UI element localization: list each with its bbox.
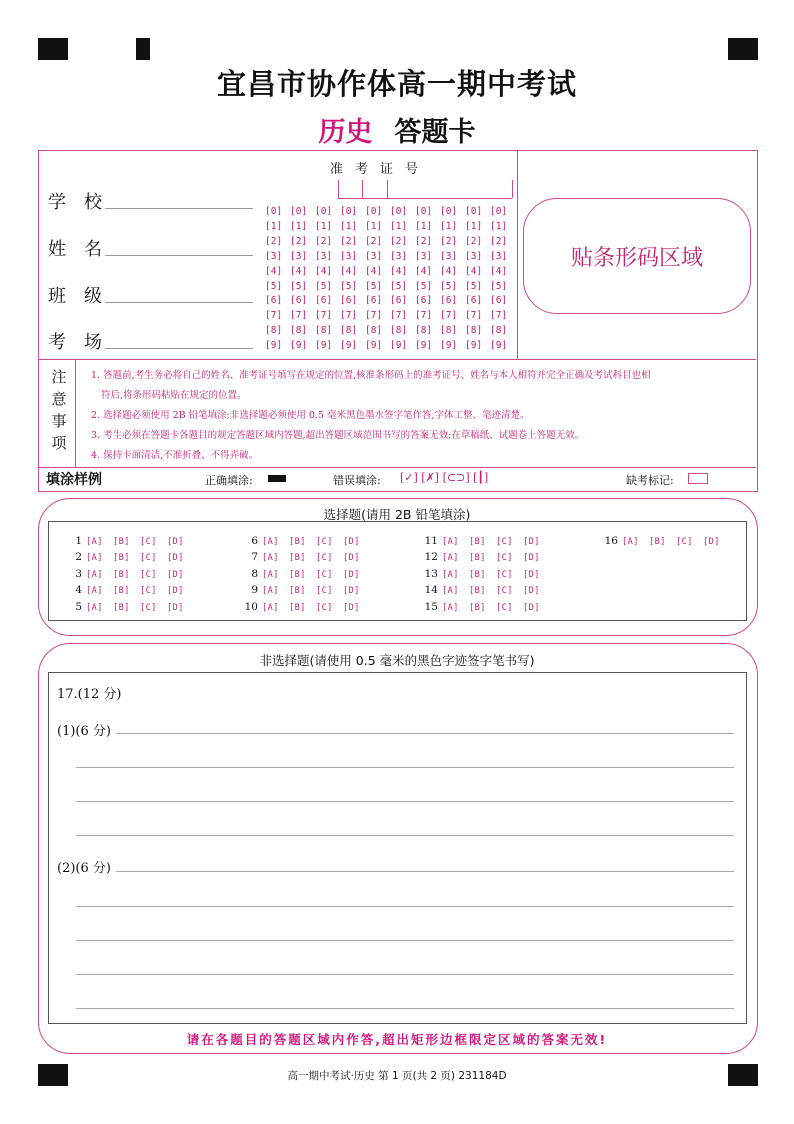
digit-bubble[interactable]: [9]	[340, 340, 358, 352]
choice-bubble[interactable]: [B]	[113, 553, 130, 564]
divider	[517, 151, 518, 359]
choice-bubble[interactable]: [D]	[343, 602, 360, 613]
choice-bubble[interactable]: [B]	[289, 569, 306, 580]
digit-bubble[interactable]: [6]	[340, 295, 358, 307]
digit-bubble[interactable]: [2]	[440, 235, 458, 247]
digit-bubble[interactable]: [8]	[340, 325, 358, 337]
digit-bubble[interactable]: [6]	[465, 295, 483, 307]
answer-line	[76, 835, 734, 836]
digit-bubble[interactable]: [5]	[490, 280, 508, 292]
digit-bubble[interactable]: [8]	[265, 325, 283, 337]
digit-bubble[interactable]: [5]	[465, 280, 483, 292]
choice-bubble[interactable]: [B]	[649, 537, 666, 547]
question-number: 16	[604, 535, 618, 547]
digit-bubble[interactable]: [2]	[290, 235, 308, 247]
choice-bubble[interactable]: [B]	[113, 602, 130, 613]
digit-bubble[interactable]: [0]	[415, 206, 433, 217]
digit-bubble[interactable]: [0]	[340, 206, 358, 217]
notice-item: 1. 答题前,考生务必将自己的姓名、准考证号填写在规定的位置,核准条形码上的准考证号、姓名与本人相符并完全正确及考试科目也相	[91, 370, 651, 381]
digit-bubble[interactable]: [7]	[265, 310, 283, 322]
choice-question	[416, 567, 550, 583]
digit-bubble[interactable]: [6]	[290, 295, 308, 307]
question-number: 11	[424, 535, 438, 547]
choice-bubble[interactable]: [A]	[442, 602, 459, 613]
digit-bubble[interactable]: [6]	[490, 295, 508, 307]
choice-bubble[interactable]: [C]	[316, 537, 333, 547]
digit-col-divider	[512, 180, 513, 198]
choice-question	[416, 583, 550, 599]
digit-row	[265, 235, 515, 250]
digit-bubble[interactable]: [2]	[365, 235, 383, 247]
digit-bubble[interactable]: [9]	[490, 340, 508, 352]
choice-column	[596, 534, 730, 550]
digit-bubble[interactable]: [0]	[490, 206, 508, 217]
choice-bubble[interactable]: [C]	[496, 553, 513, 564]
answer-line	[76, 974, 734, 975]
correct-fill-label: 正确填涂:	[205, 474, 253, 487]
digit-bubble[interactable]: [2]	[390, 235, 408, 247]
digit-bubble[interactable]: [4]	[340, 265, 358, 277]
choice-bubble[interactable]: [D]	[167, 569, 184, 580]
choice-bubble[interactable]: [B]	[289, 602, 306, 613]
digit-bubble[interactable]: [7]	[390, 310, 408, 322]
choice-bubble[interactable]: [D]	[343, 586, 360, 597]
digit-bubble[interactable]: [5]	[390, 280, 408, 292]
choice-bubble[interactable]: [C]	[140, 537, 157, 547]
choice-bubble[interactable]: [B]	[289, 537, 306, 547]
digit-bubble[interactable]: [5]	[290, 280, 308, 292]
choice-bubble[interactable]: [C]	[140, 586, 157, 597]
choice-bubble[interactable]: [C]	[676, 537, 693, 547]
page-title: 宜昌市协作体高一期中考试	[216, 67, 577, 101]
choice-bubble[interactable]: [A]	[86, 569, 103, 580]
digit-bubble[interactable]: [6]	[440, 295, 458, 307]
choice-bubble[interactable]: [C]	[316, 586, 333, 597]
part-2-label: (2)(6 分)	[57, 861, 111, 876]
correct-fill-mark	[268, 475, 286, 482]
digit-bubble[interactable]: [8]	[290, 325, 308, 337]
choice-bubble[interactable]: [A]	[262, 553, 279, 564]
digit-col-divider	[387, 180, 388, 198]
question-number: 1	[75, 535, 82, 547]
question-number: 12	[424, 551, 438, 564]
choice-bubble[interactable]: [C]	[496, 602, 513, 613]
choice-bubble[interactable]: [D]	[343, 553, 360, 564]
choice-bubble[interactable]: [A]	[442, 553, 459, 564]
card-name: 答题卡	[394, 117, 476, 148]
choice-question	[416, 550, 550, 566]
choice-column	[236, 534, 370, 616]
digit-bubble[interactable]: [5]	[265, 280, 283, 292]
school-label: 学校	[48, 192, 120, 213]
choice-bubble[interactable]: [B]	[469, 537, 486, 547]
digit-bubble[interactable]: [6]	[415, 295, 433, 307]
digit-bubble[interactable]: [1]	[315, 220, 333, 232]
digit-bubble[interactable]: [0]	[265, 206, 283, 217]
digit-bubble[interactable]: [7]	[365, 310, 383, 322]
choice-title: 选择题(请用 2B 铅笔填涂)	[323, 507, 471, 522]
absent-label: 缺考标记:	[626, 474, 674, 487]
choice-bubble[interactable]: [C]	[140, 569, 157, 580]
choice-bubble[interactable]: [D]	[343, 537, 360, 547]
digit-bubble[interactable]: [4]	[365, 265, 383, 277]
digit-bubble[interactable]: [4]	[290, 265, 308, 277]
notice-item: 2. 选择题必须使用 2B 铅笔填涂;非选择题必须使用 0.5 毫米黑色墨水签字笔作答,字体工整、笔迹清楚。	[91, 410, 530, 421]
digit-bubble[interactable]: [2]	[265, 235, 283, 247]
digit-bubble[interactable]: [9]	[465, 340, 483, 352]
choice-question	[416, 534, 550, 550]
digit-bubble[interactable]: [0]	[315, 206, 333, 217]
notice-label-char: 注	[51, 368, 67, 386]
choice-bubble[interactable]: [A]	[86, 553, 103, 564]
divider	[39, 359, 756, 360]
choice-bubble[interactable]: [D]	[703, 537, 720, 547]
choice-bubble[interactable]: [B]	[113, 569, 130, 580]
question-number: 4	[75, 584, 82, 597]
digit-bubble[interactable]: [7]	[290, 310, 308, 322]
question-number: 2	[75, 551, 82, 564]
digit-row	[265, 265, 515, 280]
digit-bubble[interactable]: [1]	[415, 220, 433, 232]
choice-question	[236, 600, 370, 616]
wrong-fill-label: 错误填涂:	[333, 474, 381, 487]
digit-bubble[interactable]: [7]	[340, 310, 358, 322]
digit-bubble[interactable]: [9]	[365, 340, 383, 352]
digit-row	[265, 339, 515, 354]
wrong-fill-marks: [✓] [✗] [⊂⊃] [┃]	[400, 471, 489, 484]
choice-question	[60, 583, 194, 599]
digit-bubble[interactable]: [7]	[415, 310, 433, 322]
digit-bubble[interactable]: [3]	[365, 250, 383, 262]
barcode-area	[523, 198, 751, 314]
digit-bubble[interactable]: [6]	[390, 295, 408, 307]
choice-bubble[interactable]: [D]	[167, 602, 184, 613]
choice-bubble[interactable]: [B]	[469, 553, 486, 564]
choice-bubble[interactable]: [B]	[289, 586, 306, 597]
choice-bubble[interactable]: [C]	[316, 569, 333, 580]
question-number: 13	[424, 567, 438, 580]
choice-bubble[interactable]: [D]	[167, 537, 184, 547]
digit-bubble[interactable]: [5]	[365, 280, 383, 292]
digit-row	[265, 280, 515, 295]
choice-question	[596, 534, 730, 550]
choice-bubble[interactable]: [A]	[262, 602, 279, 613]
digit-bubble[interactable]: [9]	[440, 340, 458, 352]
open-title: 非选择题(请使用 0.5 毫米的黑色字迹签字笔书写)	[259, 653, 535, 668]
digit-bubble[interactable]: [1]	[365, 220, 383, 232]
digit-bubble[interactable]: [1]	[465, 220, 483, 232]
choice-bubble[interactable]: [D]	[343, 569, 360, 580]
answer-line	[76, 801, 734, 802]
digit-bubble[interactable]: [2]	[490, 235, 508, 247]
class-label: 班级	[48, 286, 120, 307]
digit-row	[265, 294, 515, 309]
digit-bubble[interactable]: [0]	[365, 206, 383, 217]
absent-checkbox[interactable]	[688, 473, 708, 484]
question-number: 15	[424, 600, 438, 613]
digit-bubble[interactable]: [8]	[490, 325, 508, 337]
digit-bubble[interactable]: [9]	[415, 340, 433, 352]
digit-bubble[interactable]: [3]	[415, 250, 433, 262]
choice-bubble[interactable]: [B]	[289, 553, 306, 564]
choice-question	[60, 567, 194, 583]
room-field[interactable]	[105, 332, 253, 349]
digit-bubble[interactable]: [2]	[340, 235, 358, 247]
registration-mark-top-right	[728, 38, 758, 60]
choice-bubble[interactable]: [D]	[523, 537, 540, 547]
digit-bubble[interactable]: [4]	[265, 265, 283, 277]
choice-bubble[interactable]: [A]	[442, 537, 459, 547]
divider	[75, 360, 76, 467]
digit-row	[265, 205, 515, 220]
choice-question	[60, 534, 194, 550]
choice-bubble[interactable]: [C]	[140, 602, 157, 613]
choice-bubble[interactable]: [A]	[262, 586, 279, 597]
choice-column	[416, 534, 550, 616]
digit-bubble[interactable]: [2]	[415, 235, 433, 247]
digit-bubble[interactable]: [7]	[440, 310, 458, 322]
choice-bubble[interactable]: [B]	[469, 602, 486, 613]
question-number: 7	[251, 551, 258, 564]
digit-bubble[interactable]: [7]	[490, 310, 508, 322]
digit-bubble[interactable]: [3]	[315, 250, 333, 262]
digit-bubble[interactable]: [5]	[340, 280, 358, 292]
choice-question	[60, 550, 194, 566]
notice-label-char: 意	[51, 390, 67, 408]
choice-bubble[interactable]: [C]	[316, 553, 333, 564]
choice-bubble[interactable]: [D]	[523, 553, 540, 564]
exam-number-title: 准考证号	[330, 162, 431, 177]
digit-bubble[interactable]: [6]	[265, 295, 283, 307]
name-label: 姓名	[48, 239, 120, 260]
choice-bubble[interactable]: [B]	[113, 586, 130, 597]
choice-bubble[interactable]: [B]	[469, 586, 486, 597]
choice-question	[236, 567, 370, 583]
room-label: 考场	[48, 332, 120, 353]
digit-bubble[interactable]: [3]	[290, 250, 308, 262]
answer-line	[76, 1008, 734, 1009]
question-number: 8	[251, 567, 258, 580]
choice-bubble[interactable]: [D]	[167, 586, 184, 597]
digit-bubble[interactable]: [2]	[465, 235, 483, 247]
choice-bubble[interactable]: [B]	[469, 569, 486, 580]
digit-bubble[interactable]: [6]	[365, 295, 383, 307]
digit-bubble[interactable]: [9]	[315, 340, 333, 352]
choice-bubble[interactable]: [D]	[523, 586, 540, 597]
digit-bubble[interactable]: [0]	[390, 206, 408, 217]
choice-bubble[interactable]: [C]	[140, 553, 157, 564]
digit-bubble[interactable]: [4]	[315, 265, 333, 277]
digit-bubble[interactable]: [0]	[440, 206, 458, 217]
subject-name: 历史	[318, 117, 373, 148]
digit-row	[265, 324, 515, 339]
question-17-label: 17.(12 分)	[57, 687, 122, 702]
notice-item: 符后,将条形码粘贴在规定的位置。	[101, 390, 247, 401]
digit-bubble[interactable]: [3]	[440, 250, 458, 262]
answer-region-warning: 请在各题目的答题区域内作答,超出矩形边框限定区域的答案无效!	[186, 1032, 608, 1047]
choice-bubble[interactable]: [C]	[496, 569, 513, 580]
digit-bubble[interactable]: [1]	[440, 220, 458, 232]
school-field[interactable]	[105, 192, 253, 209]
choice-bubble[interactable]: [A]	[86, 602, 103, 613]
digit-bubble[interactable]: [8]	[365, 325, 383, 337]
notice-label-char: 项	[51, 434, 67, 452]
choice-bubble[interactable]: [C]	[316, 602, 333, 613]
registration-mark-top-mid	[136, 38, 150, 60]
answer-line	[116, 871, 734, 872]
notice-text	[91, 366, 751, 466]
answer-area[interactable]	[48, 672, 747, 1024]
digit-bubble[interactable]: [7]	[315, 310, 333, 322]
digit-col-divider	[362, 180, 363, 198]
question-number: 9	[251, 584, 258, 597]
digit-bubble[interactable]: [3]	[265, 250, 283, 262]
notice-item: 4. 保持卡面清洁,不准折叠、不得弄破。	[91, 450, 259, 461]
name-field[interactable]	[105, 239, 253, 256]
digit-bubble[interactable]: [1]	[290, 220, 308, 232]
digit-bubble[interactable]: [1]	[340, 220, 358, 232]
digit-bubble[interactable]: [3]	[490, 250, 508, 262]
digit-col-divider	[338, 180, 339, 198]
choice-bubble[interactable]: [D]	[167, 553, 184, 564]
digit-bubble[interactable]: [4]	[440, 265, 458, 277]
barcode-label: 贴条形码区域	[570, 245, 703, 271]
choice-bubble[interactable]: [A]	[262, 569, 279, 580]
choice-question	[416, 600, 550, 616]
digit-bubble[interactable]: [4]	[490, 265, 508, 277]
digit-bubble[interactable]: [1]	[390, 220, 408, 232]
digit-row	[265, 220, 515, 235]
exam-number-bubbles	[265, 205, 515, 354]
choice-question	[236, 550, 370, 566]
question-number: 14	[424, 584, 438, 597]
digit-bubble[interactable]: [8]	[415, 325, 433, 337]
choice-bubble[interactable]: [D]	[523, 569, 540, 580]
class-field[interactable]	[105, 286, 253, 303]
digit-bubble[interactable]: [9]	[290, 340, 308, 352]
digit-bubble[interactable]: [6]	[315, 295, 333, 307]
digit-bubble[interactable]: [3]	[465, 250, 483, 262]
fill-sample-heading: 填涂样例	[46, 472, 102, 488]
digit-bubble[interactable]: [4]	[465, 265, 483, 277]
digit-bubble[interactable]: [0]	[290, 206, 308, 217]
choice-bubble[interactable]: [A]	[622, 537, 639, 547]
notice-label	[48, 366, 70, 454]
answer-line	[76, 906, 734, 907]
digit-bubble[interactable]: [4]	[415, 265, 433, 277]
page-footer: 高一期中考试·历史 第 1 页(共 2 页) 231184D	[287, 1070, 507, 1082]
digit-bubble[interactable]: [8]	[465, 325, 483, 337]
choice-bubble[interactable]: [D]	[523, 602, 540, 613]
choice-bubble[interactable]: [A]	[442, 586, 459, 597]
digit-bubble[interactable]: [7]	[465, 310, 483, 322]
fill-sample-row	[40, 468, 754, 490]
digit-bubble[interactable]: [5]	[315, 280, 333, 292]
digit-bubble[interactable]: [0]	[465, 206, 483, 217]
digit-bubble[interactable]: [4]	[390, 265, 408, 277]
notice-label-char: 事	[51, 412, 67, 430]
question-number: 6	[251, 535, 258, 547]
answer-line	[76, 940, 734, 941]
digit-bubble[interactable]: [9]	[265, 340, 283, 352]
choice-bubble[interactable]: [A]	[86, 537, 103, 547]
digit-row	[265, 250, 515, 265]
choice-bubble[interactable]: [C]	[496, 537, 513, 547]
answer-line	[116, 733, 734, 734]
part-1-label: (1)(6 分)	[57, 724, 111, 739]
page-subtitle	[0, 110, 794, 149]
answer-line	[76, 767, 734, 768]
question-number: 5	[75, 600, 82, 613]
digit-bubble[interactable]: [9]	[390, 340, 408, 352]
choice-bubble[interactable]: [C]	[496, 586, 513, 597]
notice-item: 3. 考生必须在答题卡各题目的规定答题区域内答题,超出答题区域范围书写的答案无效;在草稿纸、试题卷上答题无效。	[91, 430, 585, 441]
question-number: 10	[244, 600, 258, 613]
digit-row	[265, 309, 515, 324]
choice-question	[236, 534, 370, 550]
digit-bubble[interactable]: [1]	[265, 220, 283, 232]
choice-question	[236, 583, 370, 599]
choice-bubble[interactable]: [A]	[86, 586, 103, 597]
digit-bubble[interactable]: [3]	[390, 250, 408, 262]
digit-bubble[interactable]: [5]	[440, 280, 458, 292]
digit-bubble[interactable]: [3]	[340, 250, 358, 262]
registration-mark-top-left	[38, 38, 68, 60]
digit-bubble[interactable]: [8]	[315, 325, 333, 337]
choice-bubble[interactable]: [A]	[262, 537, 279, 547]
choice-bubble[interactable]: [B]	[113, 537, 130, 547]
digit-bubble[interactable]: [5]	[415, 280, 433, 292]
choice-question	[60, 600, 194, 616]
digit-bubble[interactable]: [2]	[315, 235, 333, 247]
digit-bubble[interactable]: [8]	[440, 325, 458, 337]
choice-bubble[interactable]: [A]	[442, 569, 459, 580]
question-number: 3	[75, 567, 82, 580]
digit-entry-line	[338, 198, 512, 199]
choice-column	[60, 534, 194, 616]
digit-bubble[interactable]: [8]	[390, 325, 408, 337]
digit-bubble[interactable]: [1]	[490, 220, 508, 232]
